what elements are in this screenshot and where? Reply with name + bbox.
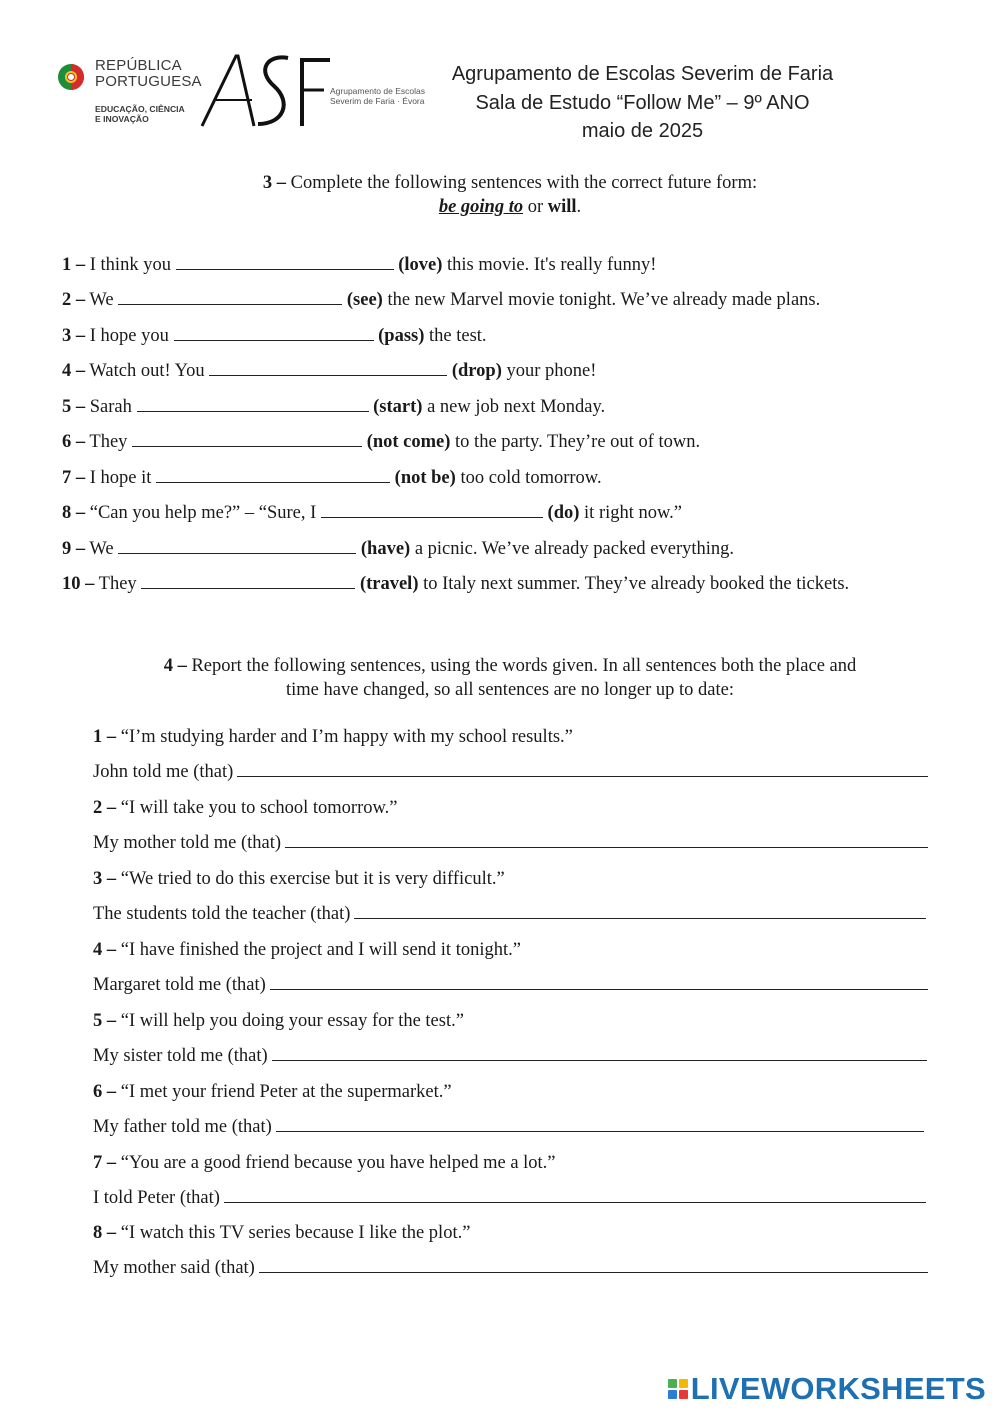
exercise-3-item: 3 – I hope you (pass) the test. [62,326,487,346]
answer-blank[interactable] [224,1186,926,1203]
answer-blank[interactable] [141,572,355,589]
answer-blank[interactable] [237,760,928,777]
exercise-4-answer-line: The students told the teacher (that) [93,902,926,926]
exercise-3-item: 7 – I hope it (not be) too cold tomorrow. [62,468,602,488]
answer-blank[interactable] [176,253,394,270]
exercise-3-item: 10 – They (travel) to Italy next summer. They’ve already booked the tickets. [62,574,850,594]
exercise-4-quote: 8 – “I watch this TV series because I like the plot.” [93,1223,471,1243]
answer-blank[interactable] [132,430,362,447]
exercise-3-item: 1 – I think you (love) this movie. It's really funny! [62,255,657,275]
exercise-4-answer-line: I told Peter (that) [93,1186,926,1210]
exercise-3-item: 6 – They (not come) to the party. They’re out of town. [62,432,701,452]
exercise-4-answer-line: My mother said (that) [93,1256,928,1280]
option-b: will [547,197,577,217]
exercise-4-quote: 1 – “I’m studying harder and I’m happy with my school results.” [93,727,573,747]
answer-blank[interactable] [118,537,356,554]
asf-subtitle: Agrupamento de Escolas Severim de Faria · Évora [330,86,425,106]
exercise-4-answer-line: My father told me (that) [93,1115,924,1139]
exercise-4-answer-line: Margaret told me (that) [93,973,928,997]
exercise-4-instruction: 4 – Report the following sentences, using the words given. In all sentences both the place and time have changed, so all sentences are no longer up to date: [163,656,857,700]
liveworksheets-icon [668,1379,688,1399]
ministry-name: EDUCAÇÃO, CIÊNCIA E INOVAÇÃO [95,104,185,124]
answer-blank[interactable] [156,466,390,483]
exercise-4-answer-line: My sister told me (that) [93,1044,927,1068]
document-date: maio de 2025 [581,120,704,142]
exercise-4-quote: 5 – “I will help you doing your essay for the test.” [93,1011,464,1031]
answer-blank[interactable] [118,288,342,305]
republica-name: REPÚBLICA PORTUGUESA [95,57,202,90]
exercise-4-answer-line: John told me (that) [93,760,928,784]
answer-blank[interactable] [354,902,926,919]
answer-blank[interactable] [174,324,374,341]
exercise-3-item: 8 – “Can you help me?” – “Sure, I (do) it right now.” [62,503,683,523]
exercise-3-item: 2 – We (see) the new Marvel movie tonight. We’ve already made plans. [62,290,821,310]
exercise-4-quote: 3 – “We tried to do this exercise but it is very difficult.” [93,869,505,889]
answer-blank[interactable] [270,973,928,990]
document-header [380,60,905,146]
exercise-number: 4 – [163,656,187,676]
liveworksheets-logo[interactable] [668,1371,986,1407]
exercise-3-item: 4 – Watch out! You (drop) your phone! [62,361,597,381]
exercise-4-quote: 2 – “I will take you to school tomorrow.” [93,798,398,818]
answer-blank[interactable] [259,1256,928,1273]
answer-blank[interactable] [276,1115,924,1132]
school-name: Agrupamento de Escolas Severim de Faria [451,63,834,85]
asf-logo [198,52,338,130]
exercise-4-answer-line: My mother told me (that) [93,831,928,855]
exercise-4-quote: 6 – “I met your friend Peter at the supermarket.” [93,1082,452,1102]
instruction-text: Complete the following sentences with the correct future form: [290,173,758,193]
answer-blank[interactable] [285,831,928,848]
answer-blank[interactable] [209,359,447,376]
exercise-number: 3 – [262,173,287,193]
answer-blank[interactable] [272,1044,927,1061]
course-name: Sala de Estudo “Follow Me” – 9º ANO [475,91,810,114]
answer-blank[interactable] [321,501,543,518]
exercise-3-item: 5 – Sarah (start) a new job next Monday. [62,397,606,417]
exercise-4-quote: 4 – “I have finished the project and I will send it tonight.” [93,940,521,960]
liveworksheets-wordmark: LIVEWORKSHEETS [690,1371,986,1406]
exercise-3-instruction: 3 – Complete the following sentences with the correct future form: be going to or will. [262,173,758,217]
answer-blank[interactable] [137,395,369,412]
exercise-3-item: 9 – We (have) a picnic. We’ve already packed everything. [62,539,735,559]
option-a: be going to [438,197,524,217]
exercise-4-quote: 7 – “You are a good friend because you have helped me a lot.” [93,1153,556,1173]
